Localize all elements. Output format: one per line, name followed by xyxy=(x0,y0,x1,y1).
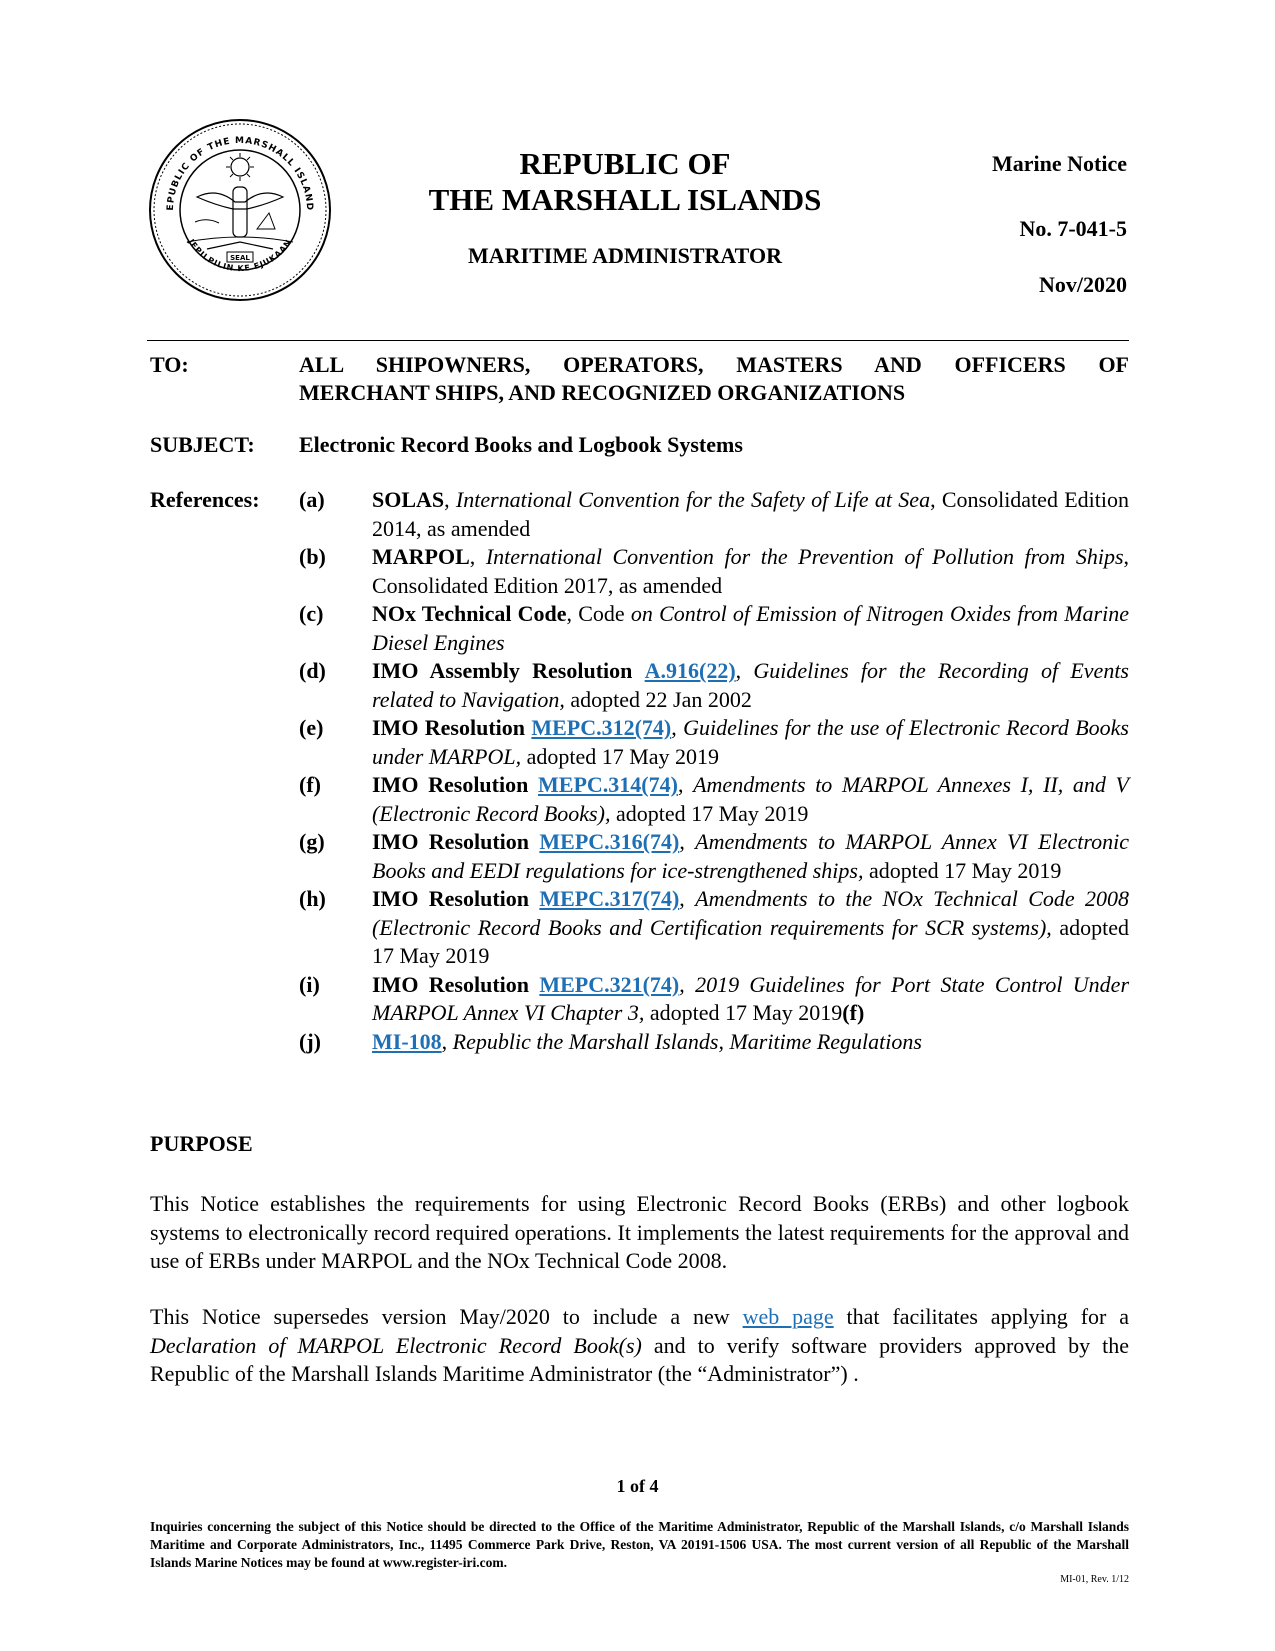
svg-text:REPUBLIC OF THE MARSHALL ISLAN xyxy=(147,117,314,211)
reference-title: Republic the Marshall Islands, Maritime Regulations xyxy=(452,1028,922,1054)
reference-name: IMO Resolution xyxy=(372,829,530,854)
reference-link-a916[interactable]: A.916(22) xyxy=(644,658,736,683)
reference-letter: (c) xyxy=(299,601,324,626)
reference-sep: , xyxy=(679,829,696,854)
reference-post: adopted 22 Jan 2002 xyxy=(564,686,752,712)
reference-letter: (a) xyxy=(299,487,325,512)
subject-label: SUBJECT: xyxy=(150,432,255,457)
references-list xyxy=(299,486,1129,1056)
reference-letter: (g) xyxy=(299,829,325,854)
purpose-paragraph-2 xyxy=(150,1303,1129,1389)
reference-letter: (f) xyxy=(299,772,321,797)
header-divider xyxy=(147,340,1129,341)
reference-letter: (h) xyxy=(299,886,326,911)
reference-sep: , xyxy=(671,715,684,740)
reference-item xyxy=(299,600,1129,657)
reference-title: Amendments to MARPOL Annexes I, II, and V (Electronic Record Books), xyxy=(372,772,1129,826)
reference-item xyxy=(299,543,1129,600)
reference-title: 2019 Guidelines for Port State Control Under MARPOL Annex VI Chapter 3, xyxy=(372,971,1130,1025)
reference-letter: (e) xyxy=(299,715,324,740)
web-page-link[interactable]: web page xyxy=(742,1304,834,1329)
reference-post: adopted 17 May 2019 xyxy=(863,857,1062,883)
reference-post: adopted 17 May 2019 xyxy=(372,914,1129,968)
paragraph-text: This Notice supersedes version May/2020 to include a new xyxy=(150,1304,743,1329)
to-line-2: MERCHANT SHIPS, AND RECOGNIZED ORGANIZATIONS xyxy=(299,380,906,405)
reference-link-mepc312[interactable]: MEPC.312(74) xyxy=(531,715,672,740)
reference-link-mepc317[interactable]: MEPC.317(74) xyxy=(539,886,680,911)
title-line-2: THE MARSHALL ISLANDS xyxy=(428,182,822,217)
reference-sep: , Code xyxy=(566,601,631,626)
paragraph-text: that facilitates applying for a xyxy=(833,1304,1129,1329)
form-number: MI-01, Rev. 1/12 xyxy=(1060,1574,1129,1585)
reference-sep: , xyxy=(469,544,486,569)
seal-label: SEAL xyxy=(230,254,250,262)
reference-name: NOx Technical Code xyxy=(372,601,567,626)
reference-letter: (i) xyxy=(299,971,320,997)
reference-post: , Consolidated Edition 2017, as amended xyxy=(372,544,1130,598)
declaration-title: Declaration of MARPOL Electronic Record Book(s) xyxy=(150,1332,642,1358)
reference-post: adopted 17 May 2019 xyxy=(521,743,720,769)
reference-title: International Convention for the Prevention of Pollution from Ships xyxy=(485,544,1124,569)
reference-link-mepc316[interactable]: MEPC.316(74) xyxy=(539,829,680,854)
notice-number: No. 7-041-5 xyxy=(1019,216,1127,241)
seal-top-text: EPUBLIC OF THE MARSHALL ISLAND xyxy=(165,136,315,212)
subject-text: Electronic Record Books and Logbook Systems xyxy=(299,432,743,457)
footer-inquiries: Inquiries concerning the subject of this Notice should be directed to the Office of the Maritime Administrator, Republic of the Marshall Islands, c/o Marshall Islands Maritime and Corporate Administrators, Inc., 11495 Commerce Park Drive, Reston, VA 20191-1506 USA. The most current version of all Republic of the Marshall Islands Marine Notices may be found at www.register-iri.com. xyxy=(150,1519,1129,1570)
to-line-1: ALL SHIPOWNERS, OPERATORS, MASTERS AND OFFICERS OF xyxy=(299,352,1129,377)
purpose-paragraph-1: This Notice establishes the requirements for using Electronic Record Books (ERBs) and other logbook systems to electronically record required operations. It implements the latest requirements for the approval and use of ERBs under MARPOL and the NOx Technical Code 2008. xyxy=(150,1191,1129,1273)
reference-sep: , xyxy=(735,658,754,683)
reference-name: IMO Resolution xyxy=(372,772,529,797)
reference-link-mepc321[interactable]: MEPC.321(74) xyxy=(539,971,680,997)
reference-title: Amendments to the NOx Technical Code 2008 (Electronic Record Books and Certification requirements for SCR systems), xyxy=(372,886,1130,940)
reference-title: Guidelines for the Recording of Events related to Navigation, xyxy=(372,658,1129,712)
reference-letter: (d) xyxy=(299,658,326,683)
reference-name: MARPOL xyxy=(372,544,470,569)
reference-title: on Control of Emission of Nitrogen Oxides from Marine Diesel Engines xyxy=(372,601,1129,655)
reference-title: International Convention for the Safety of Life at Sea xyxy=(455,487,931,512)
reference-item xyxy=(299,1028,1129,1057)
notice-date: Nov/2020 xyxy=(1039,272,1127,297)
reference-tail: (f) xyxy=(842,1000,865,1025)
reference-sep: , xyxy=(679,886,696,911)
reference-title: Guidelines for the use of Electronic Record Books under MARPOL, xyxy=(372,715,1129,769)
reference-post: , Consolidated Edition 2014, as amended xyxy=(372,487,1129,541)
reference-name: IMO Resolution xyxy=(372,886,530,911)
title-line-1: REPUBLIC OF xyxy=(519,146,731,181)
reference-letter: (j) xyxy=(299,1028,321,1054)
reference-name: IMO Resolution xyxy=(372,971,530,997)
paragraph-text: and to verify software providers approved by the Republic of the Marshall Islands Maritime Administrator (the “Administrator”) . xyxy=(150,1332,1129,1386)
reference-sep: , xyxy=(677,772,694,797)
reference-name: SOLAS xyxy=(372,487,445,512)
reference-item xyxy=(299,885,1129,971)
references-label: References: xyxy=(150,487,260,512)
reference-sep: , xyxy=(679,971,696,997)
reference-item xyxy=(299,771,1129,828)
reference-name: IMO Resolution xyxy=(372,715,526,740)
reference-item xyxy=(299,486,1129,543)
reference-item xyxy=(299,971,1129,1028)
seal-bottom-text: JEPILPILIN KE EJUKAAN xyxy=(186,237,294,274)
reference-item xyxy=(299,828,1129,885)
reference-title: Amendments to MARPOL Annex VI Electronic Books and EEDI regulations for ice-strengthened ships, xyxy=(372,829,1129,883)
seal-emblem-icon xyxy=(147,117,333,303)
reference-letter: (b) xyxy=(299,544,326,569)
notice-type: Marine Notice xyxy=(992,151,1127,176)
reference-name: IMO Assembly Resolution xyxy=(372,658,633,683)
to-label: TO: xyxy=(150,352,189,377)
reference-link-mi108[interactable]: MI-108 xyxy=(372,1028,442,1054)
reference-link-mepc314[interactable]: MEPC.314(74) xyxy=(538,772,678,797)
page-number: 1 of 4 xyxy=(616,1476,659,1496)
reference-item xyxy=(299,657,1129,714)
purpose-heading: PURPOSE xyxy=(150,1131,253,1156)
reference-sep: , xyxy=(441,1028,453,1054)
reference-post: adopted 17 May 2019 xyxy=(610,800,809,826)
marshall-islands-seal xyxy=(147,117,333,303)
reference-sep: , xyxy=(444,487,456,512)
reference-post: adopted 17 May 2019 xyxy=(644,1000,843,1025)
maritime-administrator: MARITIME ADMINISTRATOR xyxy=(468,243,782,268)
reference-item xyxy=(299,714,1129,771)
